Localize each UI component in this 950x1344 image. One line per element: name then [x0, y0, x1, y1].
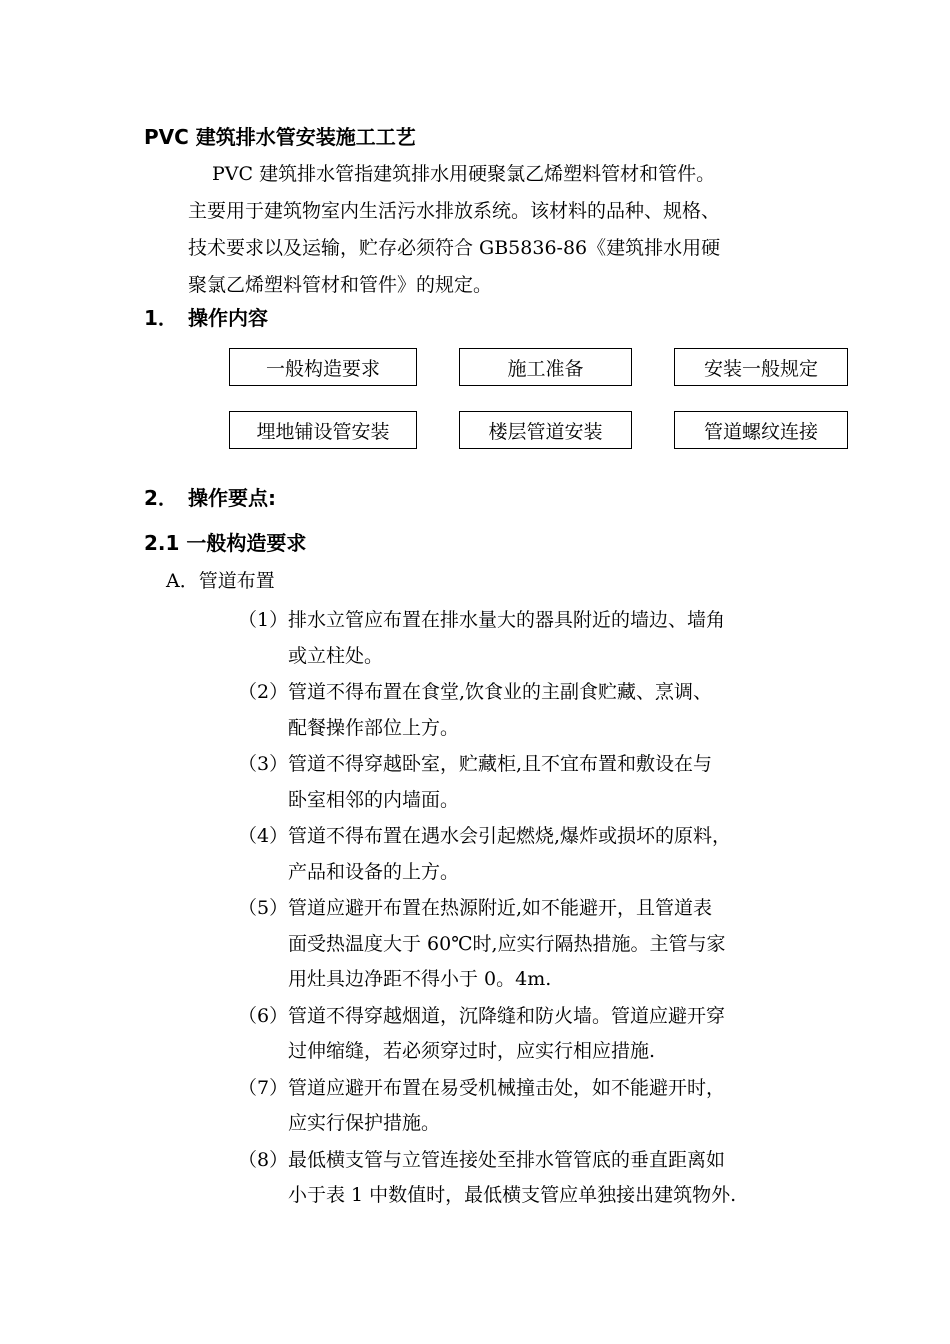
flow-box-buried-pipe: 埋地铺设管安装	[229, 411, 417, 449]
list-item	[238, 603, 838, 674]
item-number: （5）	[238, 897, 289, 919]
item-line: 排水立管应布置在排水量大的器具附近的墙边、墙角	[288, 609, 726, 631]
document-title: PVC 建筑排水管安装施工工艺	[144, 125, 416, 149]
item-line: 用灶具边净距不得小于 0。4m.	[288, 968, 552, 990]
item-line: 面受热温度大于 60℃时,应实行隔热措施。主管与家	[288, 932, 726, 955]
section-2-heading	[144, 485, 276, 511]
item-number: （4）	[238, 825, 289, 847]
item-line: 管道不得布置在遇水会引起燃烧,爆炸或损坏的原料，	[288, 825, 732, 847]
item-line: 管道应避开布置在易受机械撞击处，如不能避开时，	[288, 1076, 726, 1099]
item-text	[288, 891, 838, 998]
section-label: 操作内容	[188, 306, 268, 330]
section-2-1-heading: 2.1 一般构造要求	[144, 531, 307, 555]
flow-box-threaded-connection: 管道螺纹连接	[674, 411, 848, 449]
item-number: （1）	[238, 609, 289, 631]
item-text	[288, 1143, 838, 1214]
intro-line: 聚氯乙烯塑料管材和管件》的规定。	[188, 274, 493, 296]
list-item	[238, 891, 838, 998]
section-label: 操作要点:	[188, 486, 276, 510]
item-text	[288, 1071, 838, 1142]
flow-box-installation-rules: 安装一般规定	[674, 348, 848, 386]
subsection-a-heading: A．管道布置	[166, 570, 275, 592]
item-line: 过伸缩缝，若必须穿过时，应实行相应措施.	[288, 1040, 656, 1062]
intro-line: 主要用于建筑物室内生活污水排放系统。该材料的品种、规格、	[188, 200, 721, 222]
item-line: 应实行保护措施。	[288, 1112, 441, 1134]
list-item	[238, 999, 838, 1070]
item-number: （7）	[238, 1076, 289, 1099]
item-text	[288, 999, 838, 1070]
item-text	[288, 603, 838, 674]
item-line: 配餐操作部位上方。	[288, 716, 460, 739]
item-line: 管道应避开布置在热源附近,如不能避开，且管道表	[288, 897, 713, 919]
item-text	[288, 675, 838, 746]
item-text	[288, 747, 838, 818]
intro-paragraph	[188, 156, 838, 304]
flow-box-construction-prep: 施工准备	[459, 348, 632, 386]
section-number: 2．	[144, 486, 178, 510]
item-line: 管道不得布置在食堂,饮食业的主副食贮藏、烹调、	[288, 681, 713, 703]
list-item	[238, 819, 838, 890]
item-line: 产品和设备的上方。	[288, 860, 460, 883]
flow-box-floor-pipe: 楼层管道安装	[459, 411, 632, 449]
section-1-heading	[144, 305, 268, 331]
item-line: 最低横支管与立管连接处至排水管管底的垂直距离如	[288, 1148, 726, 1171]
list-item	[238, 1143, 838, 1214]
requirement-list	[238, 603, 838, 1215]
intro-line: 技术要求以及运输，贮存必须符合 GB5836-86《建筑排水用硬	[188, 237, 721, 259]
item-line: 或立柱处。	[288, 644, 384, 667]
intro-line: PVC 建筑排水管指建筑排水用硬聚氯乙烯塑料管材和管件。	[212, 163, 716, 185]
list-item	[238, 675, 838, 746]
item-text	[288, 819, 838, 890]
item-number: （6）	[238, 1004, 289, 1027]
section-number: 1．	[144, 306, 178, 330]
list-item	[238, 747, 838, 818]
list-item	[238, 1071, 838, 1142]
item-line: 小于表 1 中数值时，最低横支管应单独接出建筑物外.	[288, 1184, 737, 1206]
item-line: 管道不得穿越卧室，贮藏柜,且不宜布置和敷设在与	[288, 753, 713, 775]
item-number: （3）	[238, 753, 289, 775]
item-line: 卧室相邻的内墙面。	[288, 788, 460, 811]
flow-box-general-structure: 一般构造要求	[229, 348, 417, 386]
item-line: 管道不得穿越烟道，沉降缝和防火墙。管道应避开穿	[288, 1004, 726, 1027]
item-number: （8）	[238, 1148, 289, 1171]
item-number: （2）	[238, 681, 289, 703]
